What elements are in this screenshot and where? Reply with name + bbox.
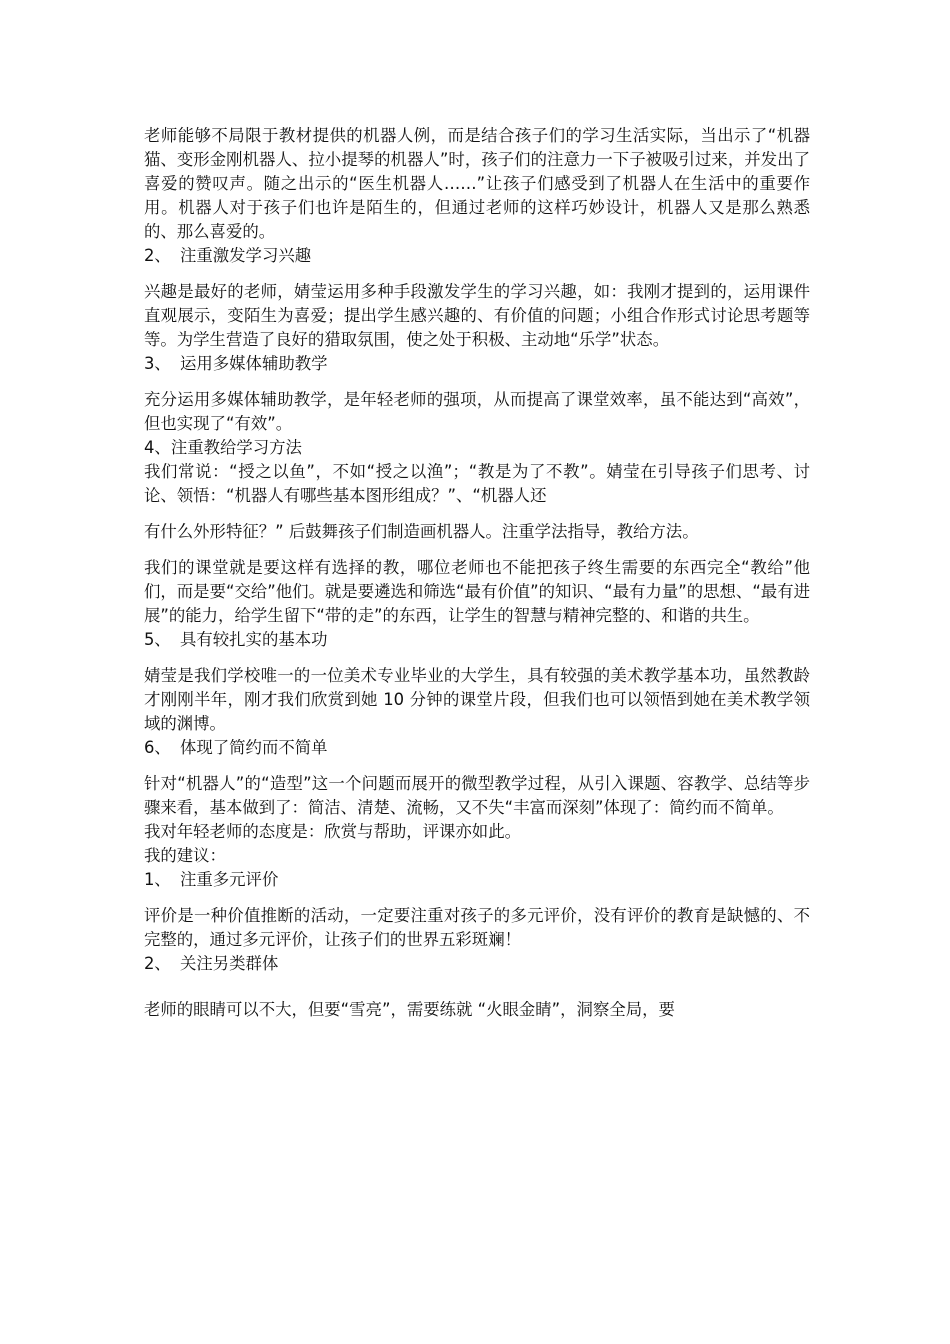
paragraph-basic-skills: 婧莹是我们学校唯一的一位美术专业毕业的大学生，具有较强的美术教学基本功，虽然教龄才刚刚半年，刚才我们欣赏到她 10 分钟的课堂片段，但我们也可以领悟到她在美术教学领域的渊博。 xyxy=(144,666,810,733)
document-page xyxy=(144,124,810,1022)
paragraph-selective-teaching: 我们的课堂就是要这样有选择的教，哪位老师也不能把孩子终生需要的东西完全“教给”他们，而是要“交给”他们。就是要遴选和筛选“最有价值”的知识、“最有力量”的思想、“最有进展”的能力，给学生留下“带的走”的东西，让学生的智慧与精神完整的、和谐的共生。 xyxy=(144,558,810,625)
paragraph-simplicity: 针对“机器人”的“造型”这一个问题而展开的微型教学过程，从引入课题、容教学、总结等步骤来看，基本做到了：简洁、清楚、流畅，又不失“丰富而深刻”体现了：简约而不简单。 xyxy=(144,774,810,817)
heading-interest xyxy=(144,244,810,268)
paragraph-suggestions-label: 我的建议： xyxy=(144,846,226,865)
heading-text: 关注另类群体 xyxy=(180,954,279,973)
heading-text: 注重激发学习兴趣 xyxy=(180,246,312,265)
paragraph-evaluation: 评价是一种价值推断的活动，一定要注重对孩子的多元评价，没有评价的教育是缺憾的、不完整的，通过多元评价，让孩子们的世界五彩斑斓！ xyxy=(144,906,810,949)
paragraph-attitude: 我对年轻老师的态度是：欣赏与帮助，评课亦如此。 xyxy=(144,822,521,841)
heading-basic-skills xyxy=(144,628,810,652)
heading-evaluation xyxy=(144,868,810,892)
paragraph-robot-examples: 老师能够不局限于教材提供的机器人例，而是结合孩子们的学习生活实际，当出示了“机器猫、变形金刚机器人、拉小提琴的机器人”时，孩子们的注意力一下子被吸引过来，并发出了喜爱的赞叹声。随之出示的“医生机器人……”让孩子们感受到了机器人在生活中的重要作用。机器人对于孩子们也许是陌生的，但通过老师的这样巧妙设计，机器人又是那么熟悉的、那么喜爱的。 xyxy=(144,126,810,241)
heading-multimedia xyxy=(144,352,810,376)
heading-text: 运用多媒体辅助教学 xyxy=(180,354,328,373)
heading-text: 注重多元评价 xyxy=(180,870,279,889)
paragraph-teacher-eyes: 老师的眼睛可以不大，但要“雪亮”，需要练就 “火眼金睛”，洞察全局，要 xyxy=(144,1000,675,1019)
paragraph-robot-features: 有什么外形特征？” 后鼓舞孩子们制造画机器人。注重学法指导，教给方法。 xyxy=(144,522,699,541)
paragraph-multimedia: 充分运用多媒体辅助教学，是年轻老师的强项，从而提高了课堂效率，虽不能达到“高效”，但也实现了“有效”。 xyxy=(144,390,810,433)
heading-other-groups xyxy=(144,952,810,976)
heading-number: 6、 xyxy=(144,738,171,757)
heading-text: 具有较扎实的基本功 xyxy=(180,630,328,649)
heading-number: 1、 xyxy=(144,870,171,889)
heading-number: 2、 xyxy=(144,954,171,973)
heading-number: 2、 xyxy=(144,246,171,265)
heading-simplicity xyxy=(144,736,810,760)
paragraph-interest: 兴趣是最好的老师，婧莹运用多种手段激发学生的学习兴趣，如：我刚才提到的，运用课件直观展示，变陌生为喜爱；提出学生感兴趣的、有价值的问题；小组合作形式讨论思考题等等。为学生营造了良好的猎取氛围，使之处于积极、主动地“乐学”状态。 xyxy=(144,282,810,349)
heading-number: 3、 xyxy=(144,354,171,373)
heading-text: 体现了简约而不简单 xyxy=(180,738,328,757)
paragraph-teaching-fishing: 我们常说：“授之以鱼”，不如“授之以渔”；“教是为了不教”。婧莹在引导孩子们思考、讨论、领悟：“机器人有哪些基本图形组成？”、“机器人还 xyxy=(144,462,810,505)
heading-number: 5、 xyxy=(144,630,171,649)
heading-learning-methods: 4、注重教给学习方法 xyxy=(144,438,302,457)
